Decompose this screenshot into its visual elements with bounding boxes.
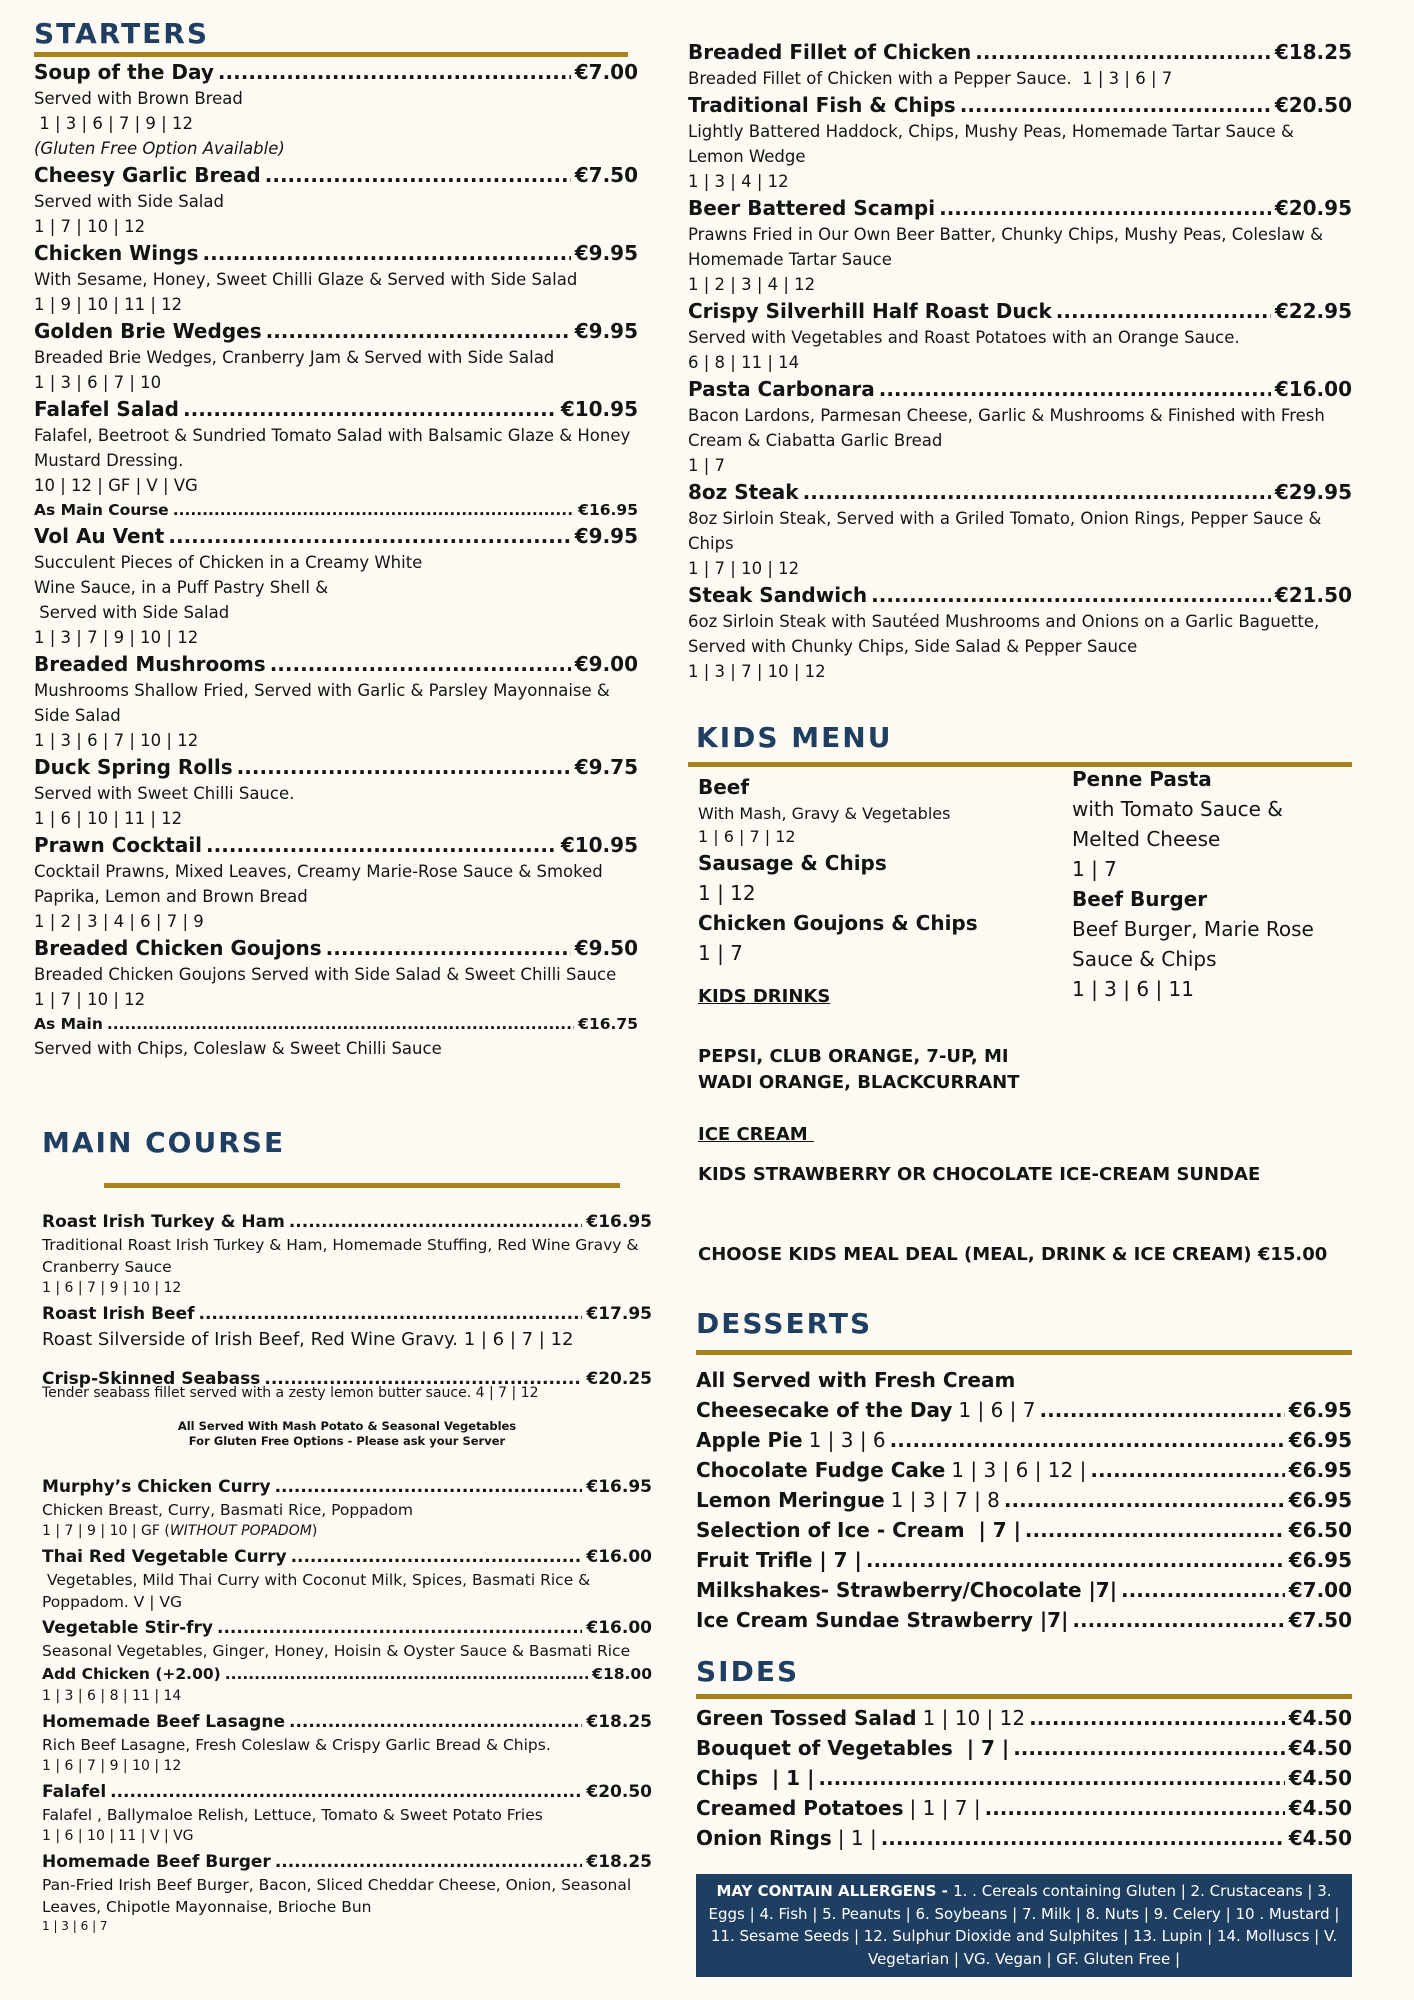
item-name: Roast Irish Turkey & Ham [42,1212,285,1232]
item-allergens: 1 | 3 | 7 | 9 | 10 | 12 [34,628,199,647]
item-price: €9.00 [574,652,638,676]
item-description: 6oz Sirloin Steak with Sautéed Mushrooms and Onions on a Garlic Baguette, Served with Chunky Chips, Side Salad & Pepper Sauce [688,612,1320,656]
desserts-divider [696,1350,1352,1355]
sub-item-price: €16.95 [578,501,638,519]
item-name: Ice Cream Sundae Strawberry |7| [696,1608,1069,1632]
item-description: Vegetables, Mild Thai Curry with Coconut Milk, Spices, Basmati Rice & Poppadom. V | VG [42,1571,596,1611]
kids-item-allergens: 1 | 7 [1072,857,1117,881]
menu-item [42,1780,652,1847]
starters-heading: STARTERS [34,17,210,50]
desserts-intro: All Served with Fresh Cream [696,1368,1016,1392]
item-description: With Sesame, Honey, Sweet Chilli Glaze & Served with Side Salad [34,270,578,289]
menu-item [696,1763,1352,1793]
item-name: Creamed Potatoes [696,1796,904,1820]
kids-item-description: Sauce & Chips [1072,947,1217,971]
sub-item-name: As Main [34,1015,103,1033]
menu-item [42,1616,652,1707]
item-name: Golden Brie Wedges [34,319,262,343]
menu-item [34,395,638,522]
item-price: €20.95 [1274,196,1352,220]
item-description: Tender seabass fillet served with a zesty lemon butter sauce. 4 | 7 | 12 [42,1385,539,1401]
kids-item-description: With Mash, Gravy & Vegetables [698,804,951,823]
item-price: €9.95 [574,319,638,343]
item-price: €9.95 [574,241,638,265]
main-course-divider [104,1183,620,1188]
item-price: €6.95 [1288,1488,1352,1512]
item-name: Traditional Fish & Chips [688,93,956,117]
kids-menu-right [1072,764,1362,1004]
menu-item [34,239,638,317]
kids-extras [698,1122,1358,1268]
item-price: €18.25 [586,1712,652,1732]
item-price: €18.25 [586,1852,652,1872]
item-price: €7.50 [1288,1608,1352,1632]
item-price: €16.95 [586,1477,652,1497]
item-allergens: 1 | 7 | 10 | 12 [34,217,146,236]
item-allergens: 1 | 10 | 12 [922,1706,1026,1730]
item-description: Succulent Pieces of Chicken in a Creamy White [34,553,423,572]
kids-item-allergens: 1 | 3 | 6 | 11 [1072,977,1194,1001]
kids-item-allergens: 1 | 6 | 7 | 12 [698,827,796,846]
item-price: €6.95 [1288,1428,1352,1452]
item-name: Breaded Fillet of Chicken [688,40,972,64]
item-allergens: | 1 | 7 | [909,1796,981,1820]
desserts-heading: DESSERTS [696,1307,873,1340]
allergen-codes: 1 | 7 | 9 | 10 | GF ( [42,1523,170,1539]
item-price: €10.95 [560,397,638,421]
menu-item [42,1367,652,1401]
item-description: 8oz Sirloin Steak, Served with a Griled Tomato, Onion Rings, Pepper Sauce & Chips [688,509,1322,553]
menu-item [688,297,1352,375]
sides-list [696,1703,1352,1853]
menu-item [688,581,1352,684]
item-description: Seasonal Vegetables, Ginger, Honey, Hoisin & Oyster Sauce & Basmati Rice [42,1642,631,1660]
item-allergens: 1 | 3 | 6 | 7 | 9 | 12 [34,114,193,133]
item-name: Chips | 1 | [696,1766,815,1790]
kids-meal-deal: CHOOSE KIDS MEAL DEAL (MEAL, DRINK & ICE CREAM) €15.00 [698,1244,1328,1265]
item-price: €17.95 [586,1304,652,1324]
item-name: Falafel [42,1782,107,1802]
sub-item-name: As Main Course [34,501,169,519]
item-description-line2: Wine Sauce, in a Puff Pastry Shell & [34,578,329,597]
kids-item-name: Chicken Goujons & Chips [698,911,978,935]
menu-item [696,1455,1352,1485]
main-course-note [42,1419,652,1449]
item-name: Cheesecake of the Day [696,1398,953,1422]
kids-item-description: Melted Cheese [1072,827,1221,851]
menu-item [696,1823,1352,1853]
sub-item-name: Add Chicken (+2.00) [42,1665,221,1683]
item-allergens: 1 | 6 | 10 | 11 | V | VG [42,1828,194,1844]
menu-item [34,161,638,239]
menu-item [34,753,638,831]
kids-drinks-heading: KIDS DRINKS [698,986,831,1007]
item-allergens: 1 | 2 | 3 | 4 | 12 [688,275,816,294]
item-price: €29.95 [1274,480,1352,504]
item-allergens: 1 | 3 | 7 | 8 [890,1488,1000,1512]
allergens-label: MAY CONTAIN ALLERGENS - [716,1882,954,1900]
item-price: €16.95 [586,1212,652,1232]
item-price: €16.00 [1274,377,1352,401]
main-course-list [42,1210,652,1935]
item-name: Homemade Beef Lasagne [42,1712,285,1732]
item-description: Prawns Fried in Our Own Beer Batter, Chunky Chips, Mushy Peas, Coleslaw & Homemade Tartar Sauce [688,225,1323,269]
note-line: All Served With Mash Potato & Seasonal Vegetables [177,1419,517,1433]
item-price: €6.95 [1288,1548,1352,1572]
kids-item-name: Penne Pasta [1072,767,1212,791]
item-name: Duck Spring Rolls [34,755,233,779]
ice-cream-heading: ICE CREAM [698,1124,814,1145]
item-price: €16.00 [586,1547,652,1567]
allergens-list: 1. . Cereals containing Gluten | 2. Crustaceans | 3. Eggs | 4. Fish | 5. Peanuts | 6. Soybeans | 7. Milk | 8. Nuts | 9. Celery | 10 . Mustard | 11. Sesame Seeds | 12. Sulphur Dioxide and Sulphites | 13. Lupin | 14. Molluscs | V. Vegetarian | VG. Vegan | GF. Gluten Free | [708,1882,1340,1968]
item-allergens: 1 | 3 | 6 | 7 | 10 [34,373,162,392]
item-allergens: 1 | 7 | 10 | 12 [34,990,146,1009]
item-allergens: 1 | 6 | 7 | 9 | 10 | 12 [42,1758,182,1774]
item-price: €6.95 [1288,1458,1352,1482]
item-name: Lemon Meringue [696,1488,885,1512]
item-description: Rich Beef Lasagne, Fresh Coleslaw & Crispy Garlic Bread & Chips. [42,1736,551,1754]
item-price: €7.50 [574,163,638,187]
kids-menu-heading: KIDS MENU [696,721,893,754]
item-description: Served with Side Salad [34,192,224,211]
item-name: Breaded Chicken Goujons [34,936,322,960]
item-allergens: 6 | 8 | 11 | 14 [688,353,800,372]
item-description: Pan-Fried Irish Beef Burger, Bacon, Sliced Cheddar Cheese, Onion, Seasonal Leaves, Chipotle Mayonnaise, Brioche Bun [42,1876,632,1916]
item-description: Served with Vegetables and Roast Potatoes with an Orange Sauce. [688,328,1240,347]
menu-item [696,1605,1352,1635]
item-price: €7.00 [1288,1578,1352,1602]
sides-divider [696,1694,1352,1699]
menu-item [34,317,638,395]
item-description: Cocktail Prawns, Mixed Leaves, Creamy Marie-Rose Sauce & Smoked Paprika, Lemon and Brown Bread [34,862,603,906]
kids-drinks-list: PEPSI, CLUB ORANGE, 7-UP, MI WADI ORANGE, BLACKCURRANT [698,1046,1020,1093]
menu-item [42,1545,652,1613]
item-allergens: 1 | 7 | 10 | 12 [688,559,800,578]
item-name: Onion Rings [696,1826,832,1850]
kids-item-allergens: 1 | 7 [698,941,743,965]
main-course-heading: MAIN COURSE [42,1126,286,1159]
menu-item [688,478,1352,581]
item-allergens: 10 | 12 | GF | V | VG [34,476,198,495]
menu-item [34,522,638,650]
menu-item [42,1302,652,1353]
item-name: Prawn Cocktail [34,833,203,857]
item-name: Crisp-Skinned Seabass [42,1369,261,1389]
menu-item [688,375,1352,478]
kids-item-allergens: 1 | 12 [698,881,756,905]
ice-cream-item: KIDS STRAWBERRY OR CHOCOLATE ICE-CREAM SUNDAE [698,1164,1261,1185]
item-name: Roast Irish Beef [42,1304,195,1324]
item-price: €9.95 [574,524,638,548]
kids-item-name: Beef Burger [1072,887,1208,911]
note-line: For Gluten Free Options - Please ask your Server [188,1434,506,1448]
item-allergens: | 1 | [837,1826,877,1850]
item-allergens: 1 | 3 | 6 [808,1428,886,1452]
item-name: Vol Au Vent [34,524,165,548]
item-price: €9.50 [574,936,638,960]
item-price: €20.50 [586,1782,652,1802]
menu-item [696,1485,1352,1515]
item-name: Cheesy Garlic Bread [34,163,261,187]
item-price: €9.75 [574,755,638,779]
starters-divider [34,52,628,57]
menu-item [42,1710,652,1777]
item-description-line3: Served with Side Salad [34,603,230,622]
menu-item [34,934,638,1061]
item-description: Breaded Fillet of Chicken with a Pepper Sauce. 1 | 3 | 6 | 7 [688,69,1173,88]
item-description: Traditional Roast Irish Turkey & Ham, Homemade Stuffing, Red Wine Gravy & Cranberry Sauce [42,1236,639,1276]
item-price: €20.25 [586,1369,652,1389]
item-description: Roast Silverside of Irish Beef, Red Wine Gravy. 1 | 6 | 7 | 12 [42,1329,574,1350]
item-price: €4.50 [1288,1706,1352,1730]
item-note: (Gluten Free Option Available) [34,139,285,158]
item-name: Crispy Silverhill Half Roast Duck [688,299,1052,323]
item-description: Falafel , Ballymaloe Relish, Lettuce, Tomato & Sweet Potato Fries [42,1806,543,1824]
item-allergens: 1 | 3 | 6 | 7 [42,1919,108,1933]
item-name: Selection of Ice - Cream | 7 | [696,1518,1021,1542]
item-allergens: 1 | 3 | 7 | 10 | 12 [688,662,826,681]
item-allergens [42,1521,652,1542]
kids-item-description: Beef Burger, Marie Rose [1072,917,1314,941]
item-allergens: 1 | 3 | 6 | 12 | [951,1458,1087,1482]
sub-item-price: €16.75 [578,1015,638,1033]
item-name: Beer Battered Scampi [688,196,936,220]
menu-item [696,1515,1352,1545]
main-course-list-continued [688,38,1352,684]
item-name: Fruit Trifle | 7 | [696,1548,862,1572]
kids-item-name: Sausage & Chips [698,851,887,875]
item-description: Served with Sweet Chilli Sauce. [34,784,295,803]
item-name: Milkshakes- Strawberry/Chocolate |7| [696,1578,1118,1602]
item-name: Breaded Mushrooms [34,652,266,676]
item-name: Steak Sandwich [688,583,868,607]
item-description: Falafel, Beetroot & Sundried Tomato Salad with Balsamic Glaze & Honey Mustard Dressing. [34,426,631,470]
item-name: Bouquet of Vegetables | 7 | [696,1736,1010,1760]
item-description: Lightly Battered Haddock, Chips, Mushy Peas, Homemade Tartar Sauce & Lemon Wedge [688,122,1294,166]
sub-item-description: Served with Chips, Coleslaw & Sweet Chilli Sauce [34,1039,442,1058]
item-price: €4.50 [1288,1796,1352,1820]
item-name: Homemade Beef Burger [42,1852,271,1872]
allergens-info-box [696,1874,1352,1977]
item-price: €7.00 [574,60,638,84]
item-name: Chocolate Fudge Cake [696,1458,946,1482]
item-price: €16.00 [586,1618,652,1638]
item-allergens: 1 | 3 | 4 | 12 [688,172,789,191]
item-name: Falafel Salad [34,397,179,421]
menu-item [688,194,1352,297]
item-price: €6.95 [1288,1398,1352,1422]
item-price: €4.50 [1288,1766,1352,1790]
item-description: Chicken Breast, Curry, Basmati Rice, Poppadom [42,1501,414,1519]
item-description: Served with Brown Bread [34,89,243,108]
item-description: Breaded Brie Wedges, Cranberry Jam & Served with Side Salad [34,348,555,367]
item-price: €20.50 [1274,93,1352,117]
item-allergens: 1 | 2 | 3 | 4 | 6 | 7 | 9 [34,912,204,931]
item-allergens: 1 | 6 | 7 | 9 | 10 | 12 [42,1280,182,1296]
item-price: €4.50 [1288,1826,1352,1850]
menu-item [34,58,638,161]
item-name: Chicken Wings [34,241,199,265]
item-name: Pasta Carbonara [688,377,875,401]
item-description: Mushrooms Shallow Fried, Served with Garlic & Parsley Mayonnaise & Side Salad [34,681,610,725]
menu-item [42,1850,652,1935]
sides-heading: SIDES [696,1655,800,1688]
item-price: €4.50 [1288,1736,1352,1760]
item-price: €22.95 [1274,299,1352,323]
item-name: Apple Pie [696,1428,803,1452]
starters-list [34,58,638,1061]
item-name: Thai Red Vegetable Curry [42,1547,287,1567]
menu-item [688,38,1352,91]
menu-item [696,1793,1352,1823]
item-allergens: 1 | 3 | 6 | 7 | 10 | 12 [34,731,199,750]
kids-item-name: Beef [698,775,750,799]
item-name: Vegetable Stir-fry [42,1618,213,1638]
item-price: €10.95 [560,833,638,857]
menu-item [42,1210,652,1299]
item-description: Bacon Lardons, Parmesan Cheese, Garlic & Mushrooms & Finished with Fresh Cream & Ciabatta Garlic Bread [688,406,1325,450]
menu-item [696,1575,1352,1605]
item-price: €21.50 [1274,583,1352,607]
kids-menu-left [698,772,1038,1096]
item-allergens: 1 | 9 | 10 | 11 | 12 [34,295,183,314]
item-description: Breaded Chicken Goujons Served with Side Salad & Sweet Chilli Sauce [34,965,617,984]
menu-item [34,650,638,753]
item-name: Soup of the Day [34,60,214,84]
menu-item [696,1395,1352,1425]
menu-item [688,91,1352,194]
menu-item [34,831,638,934]
menu-item [696,1703,1352,1733]
sub-item-price: €18.00 [592,1665,652,1683]
menu-item [696,1425,1352,1455]
item-allergens: 1 | 3 | 6 | 8 | 11 | 14 [42,1688,182,1704]
item-name: Green Tossed Salad [696,1706,917,1730]
item-name: 8oz Steak [688,480,799,504]
item-price: €18.25 [1274,40,1352,64]
item-allergens: 1 | 6 | 10 | 11 | 12 [34,809,183,828]
item-allergens: 1 | 6 | 7 [958,1398,1036,1422]
allergen-note: WITHOUT POPADOM [169,1523,312,1539]
allergen-close: ) [311,1523,318,1539]
item-price: €6.50 [1288,1518,1352,1542]
desserts-list [696,1365,1352,1635]
kids-item-description: with Tomato Sauce & [1072,797,1283,821]
menu-item [696,1733,1352,1763]
menu-item [696,1545,1352,1575]
item-allergens: 1 | 7 [688,456,726,475]
item-name: Murphy’s Chicken Curry [42,1477,271,1497]
menu-item [42,1475,652,1542]
